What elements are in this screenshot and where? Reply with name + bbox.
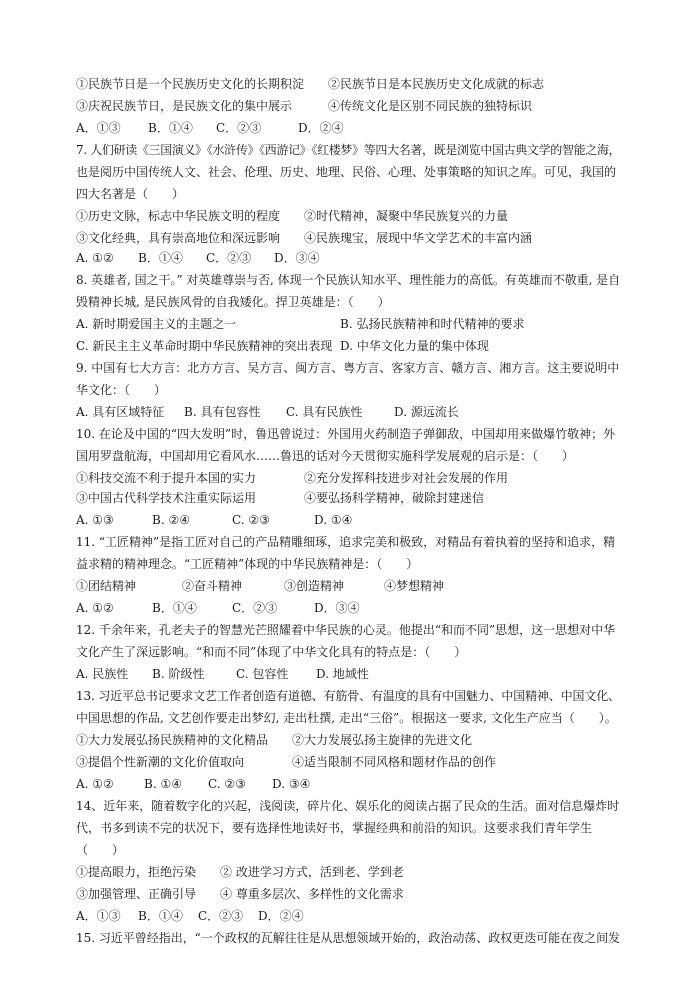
option: B. 弘扬民族精神和时代精神的要求: [340, 317, 525, 331]
option: A. ①②: [76, 777, 114, 791]
text-line: 益求精的精神理念。“工匠精神”体现的中华民族精神是：（ ）: [76, 557, 419, 571]
option: C．②③: [198, 909, 244, 923]
option: A. 新时期爱国主义的主题之一: [76, 317, 237, 331]
option: A. 民族性: [76, 667, 129, 681]
text-line: ①大力发展弘扬民族精神的文化精品 ②大力发展弘扬主旋律的先进文化: [76, 733, 473, 747]
question-10: 10. 在论及中国的“四大发明”时，鲁迅曾说过：外国用火药制造子弹御敌，中国却用来做爆竹敬神；外: [76, 427, 616, 441]
text-line: 华文化：（ ）: [76, 383, 167, 397]
text-line: 文化产生了深远影响。“和而不同”体现了中华文化具有的特点是：（ ）: [76, 645, 467, 659]
option: A．①③: [76, 909, 121, 923]
option: B. 具有包容性: [184, 405, 261, 419]
option: B．①④: [148, 121, 193, 135]
option: D. ③④: [272, 777, 311, 791]
option: D．②④: [258, 909, 304, 923]
option: B. ①④: [144, 777, 182, 791]
text-line: 代，书多到读不完的状况下，要有选择性地读好书，掌握经典和前沿的知识。这要求我们青年学生: [76, 821, 593, 835]
option: B．①④: [138, 909, 183, 923]
text-line: 国用罗盘航海，中国却用它看风水……鲁迅的话对今天贯彻实施科学发展观的启示是：（ ）: [76, 449, 575, 463]
option: A. ①③: [76, 513, 114, 527]
option: A．①③: [76, 121, 121, 135]
option: C. ②③: [208, 777, 246, 791]
question-13: 13. 习近平总书记要求文艺工作者创造有道德、有筋骨、有温度的具有中国魅力、中国精神、中国文化、: [76, 689, 620, 703]
option: A. 具有区域特征: [76, 405, 165, 419]
text-line: 中国思想的作品, 文艺创作要走出梦幻, 走出杜撰, 走出“三俗”。根据这一要求, 文化生产应当（ ）。: [76, 711, 617, 725]
option: C. ②③: [232, 513, 270, 527]
text-line: ①历史文脉，标志中华民族文明的程度 ②时代精神，凝聚中华民族复兴的力量: [76, 209, 509, 223]
option: A. ①②: [76, 601, 114, 615]
option: C. 具有民族性: [286, 405, 363, 419]
text-line: 也是阅历中国传统人文、社会、伦理、历史、地理、民俗、心理、处事策略的知识之库。可见，我国的: [76, 165, 617, 179]
text-line: ③庆祝民族节日，是民族文化的集中展示 ④传统文化是区别不同民族的独特标识: [76, 99, 533, 113]
text-line: ①提高眼力，拒绝污染 ② 改进学习方式，活到老、学到老: [76, 865, 404, 879]
text-line: ③提倡个性新潮的文化价值取向 ④适当限制不同风格和题材作品的创作: [76, 755, 497, 769]
question-12: 12. 千余年来，孔老夫子的智慧光芒照耀着中华民族的心灵。他提出“和而不同”思想，这一思想对中华: [76, 623, 616, 637]
question-8: 8. 英雄者, 国之干。” 对英雄尊崇与否, 体现一个民族认知水平、理性能力的高低。有英雄而不敬重, 是自: [76, 273, 621, 287]
option: C. 包容性: [236, 667, 289, 681]
question-9: 9. 中国有七大方言：北方方言、吴方言、闽方言、粤方言、客家方言、赣方言、湘方言。这主要说明中: [76, 361, 620, 375]
text-line: ③文化经典，具有崇高地位和深远影响 ④民族瑰宝，展现中华文学艺术的丰富内涵: [76, 231, 533, 245]
option: D. 源远流长: [394, 405, 459, 419]
option: D. ①④: [314, 513, 353, 527]
option: ②奋斗精神: [182, 579, 243, 593]
option: ①团结精神: [76, 579, 137, 593]
question-15: 15. 习近平曾经指出，“一个政权的瓦解往往是从思想领域开始的，政治动荡、政权更迭可能在夜之间发: [76, 931, 621, 945]
text-line: 毁精神长城, 是民族风骨的自我矮化。捍卫英雄是：（ ）: [76, 295, 390, 309]
option: C. 新民主主义革命时期中华民族精神的突出表现: [76, 339, 333, 353]
text-line: ①民族节日是一个民族历史文化的长期积淀 ②民族节日是本民族历史文化成就的标志: [76, 77, 545, 91]
option: B．①④: [138, 251, 183, 265]
option: B. 阶级性: [152, 667, 205, 681]
option: A. ①②: [76, 251, 114, 265]
option: C．②③: [232, 601, 278, 615]
text-line: ③中国古代科学技术注重实际运用 ④要弘扬科学精神，破除封建迷信: [76, 491, 485, 505]
option: D. 中华文化力量的集中体现: [340, 339, 489, 353]
text-line: ③加强管理、正确引导 ④ 尊重多层次、多样性的文化需求: [76, 887, 404, 901]
text-line: （ ）: [76, 843, 125, 857]
option: D. 地域性: [316, 667, 369, 681]
option: B. ②④: [152, 513, 190, 527]
option: D．③④: [274, 251, 320, 265]
question-11: 11. “工匠精神”是指工匠对自己的产品精雕细琢，追求完美和极致，对精品有着执着的坚持和追求，精: [76, 535, 616, 549]
option: D．③④: [314, 601, 360, 615]
option: D．②④: [298, 121, 344, 135]
option: ③创造精神: [284, 579, 345, 593]
option: C．②③: [216, 121, 262, 135]
option: B．①④: [152, 601, 197, 615]
question-7: 7. 人们研读《三国演义》《水浒传》《西游记》《红楼梦》等四大名著，既是浏览中国古典文学的智能之海，: [76, 143, 621, 157]
option: ④梦想精神: [384, 579, 445, 593]
text-line: ①科技交流不利于提升本国的实力 ②充分发挥科技进步对社会发展的作用: [76, 471, 509, 485]
option: C．②③: [206, 251, 252, 265]
question-14: 14、近年来，随着数字化的兴起，浅阅读，碎片化、娱乐化的阅读占据了民众的生活。面对信息爆炸时: [76, 799, 620, 813]
text-line: 四大名著是（ ）: [76, 187, 185, 201]
